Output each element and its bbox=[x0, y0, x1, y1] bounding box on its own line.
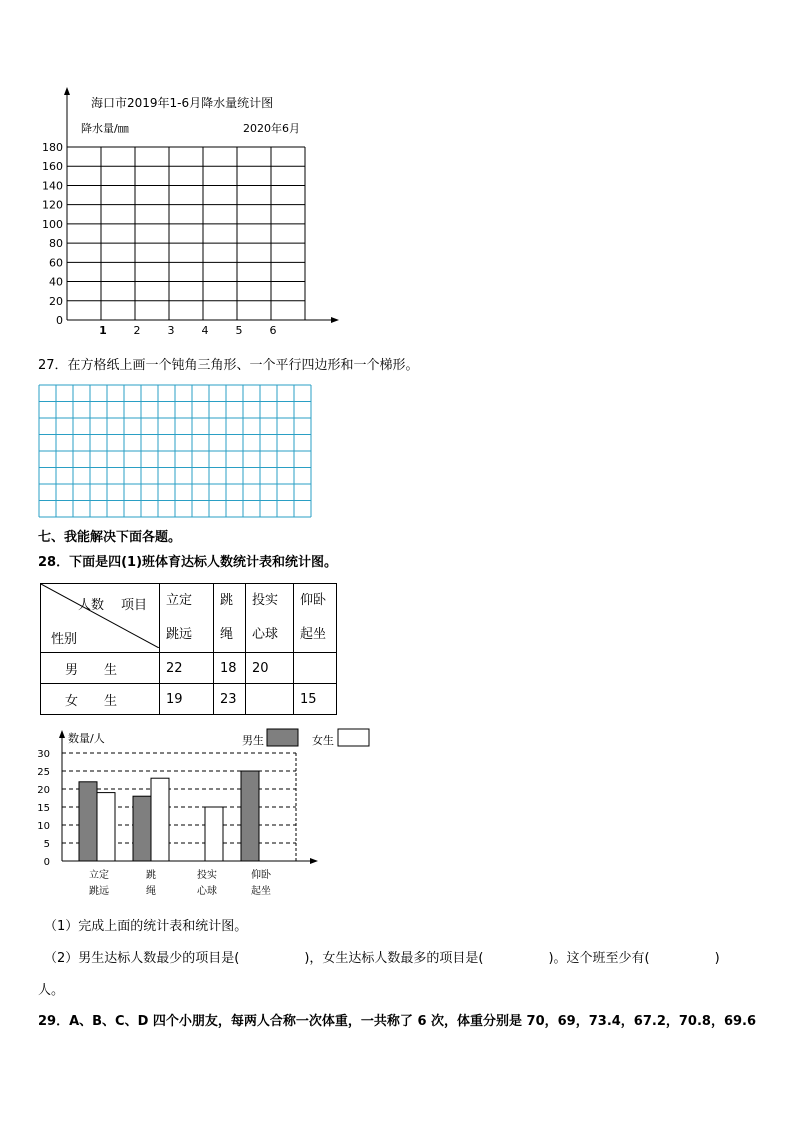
bar-y-tick: 10 bbox=[37, 821, 50, 832]
table-header-cell: 立定 跳远 bbox=[160, 584, 214, 653]
rain-y-tick: 80 bbox=[49, 237, 63, 251]
bar-y-arrow bbox=[59, 730, 65, 738]
sports-bar-chart bbox=[30, 724, 375, 904]
bar-y-tick: 25 bbox=[37, 767, 50, 778]
rain-y-tick: 0 bbox=[56, 314, 63, 327]
bar-female bbox=[97, 793, 115, 861]
bar-y-tick: 20 bbox=[37, 785, 50, 796]
bar-ylabel: 数量/人 bbox=[68, 732, 105, 745]
table-header-cell: 仰卧 起坐 bbox=[294, 584, 337, 653]
bar-x-label: 跳远 bbox=[89, 886, 109, 897]
table-cell: 22 bbox=[160, 653, 214, 684]
bar-female bbox=[205, 807, 223, 861]
stat-table bbox=[40, 583, 337, 715]
question-28-part-2: （2）男生达标人数最少的项目是( )，女生达标人数最多的项目是( )。这个班至少有( ) bbox=[44, 951, 720, 966]
table-cell: 18 bbox=[214, 653, 246, 684]
rain-y-tick: 20 bbox=[49, 294, 63, 308]
table-cell bbox=[246, 684, 294, 715]
rain-y-tick: 180 bbox=[42, 141, 63, 154]
question-29: 29．A、B、C、D 四个小朋友，每两人合称一次体重，一共称了 6 次，体重分别是 70，69，73.4，67.2，70.8，69.6 bbox=[38, 1014, 757, 1029]
square-grid-paper bbox=[38, 384, 314, 518]
bar-male bbox=[79, 782, 97, 861]
rain-unit-label: 降水量/㎜ bbox=[81, 122, 129, 135]
bar-x-label: 跳 bbox=[146, 870, 156, 881]
rain-y-tick: 160 bbox=[42, 160, 63, 174]
bar-y-tick: 30 bbox=[37, 749, 50, 760]
bar-x-label: 起坐 bbox=[251, 886, 271, 897]
rain-x-tick: 5 bbox=[235, 324, 243, 337]
bar-male bbox=[133, 796, 151, 861]
rain-x-arrow bbox=[331, 317, 339, 323]
bar-x-label: 心球 bbox=[197, 886, 217, 897]
rain-y-arrow bbox=[64, 87, 70, 95]
bar-female bbox=[151, 778, 169, 861]
table-row-label: 女 生 bbox=[41, 684, 160, 715]
corner-top-right: 项目 bbox=[121, 598, 148, 613]
table-cell bbox=[294, 653, 337, 684]
bar-x-arrow bbox=[310, 858, 318, 864]
rain-x-tick: 4 bbox=[201, 324, 209, 337]
bar-x-label: 仰卧 bbox=[251, 870, 271, 881]
rainfall-chart bbox=[35, 85, 345, 340]
corner-top-left: 人数 bbox=[78, 598, 105, 613]
rain-y-tick: 60 bbox=[49, 256, 63, 270]
table-corner-cell bbox=[41, 584, 160, 653]
bar-y-tick: 0 bbox=[43, 857, 50, 868]
rain-y-tick: 100 bbox=[42, 217, 63, 231]
table-header-cell: 投实 心球 bbox=[246, 584, 294, 653]
rain-y-tick: 40 bbox=[49, 275, 63, 289]
bar-y-tick: 5 bbox=[43, 839, 50, 850]
corner-bottom: 性别 bbox=[51, 632, 78, 647]
table-cell: 20 bbox=[246, 653, 294, 684]
table-cell: 15 bbox=[294, 684, 337, 715]
bar-y-tick: 15 bbox=[37, 803, 50, 814]
rain-x-tick: 1 bbox=[99, 324, 107, 337]
question-28-part-1: （1）完成上面的统计表和统计图。 bbox=[44, 919, 248, 934]
table-cell: 19 bbox=[160, 684, 214, 715]
table-cell: 23 bbox=[214, 684, 246, 715]
rain-x-tick: 6 bbox=[269, 324, 277, 337]
bar-male bbox=[241, 771, 259, 861]
legend-male-swatch bbox=[267, 729, 298, 746]
bar-x-label: 立定 bbox=[89, 870, 109, 881]
table-header-cell: 跳 绳 bbox=[214, 584, 246, 653]
bar-x-label: 投实 bbox=[197, 870, 217, 881]
legend-male-label: 男生 bbox=[242, 734, 264, 747]
legend-female-swatch bbox=[338, 729, 369, 746]
rain-chart-title: 海口市2019年1-6月降水量统计图 bbox=[91, 96, 274, 110]
legend-female-label: 女生 bbox=[312, 734, 334, 747]
rain-y-tick: 140 bbox=[42, 179, 63, 193]
question-28-part-2-tail: 人。 bbox=[38, 983, 65, 998]
rain-x-tick: 2 bbox=[133, 324, 141, 337]
question-27: 27．在方格纸上画一个钝角三角形、一个平行四边形和一个梯形。 bbox=[38, 358, 419, 373]
rain-date-label: 2020年6月 bbox=[243, 122, 300, 135]
question-28: 28．下面是四(1)班体育达标人数统计表和统计图。 bbox=[38, 555, 338, 570]
rain-x-tick: 3 bbox=[167, 324, 175, 337]
section-heading: 七、我能解决下面各题。 bbox=[38, 530, 182, 545]
table-row-label: 男 生 bbox=[41, 653, 160, 684]
bar-x-label: 绳 bbox=[146, 886, 156, 897]
rain-y-tick: 120 bbox=[42, 198, 63, 212]
